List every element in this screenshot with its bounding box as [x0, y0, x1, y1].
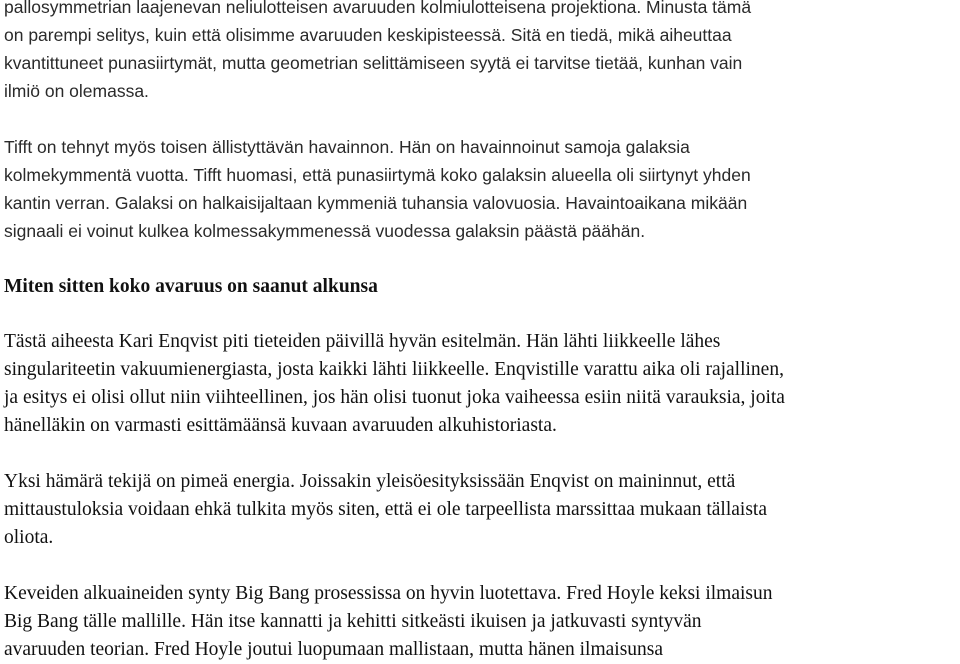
text-line: Keveiden alkuaineiden synty Big Bang prosessissa on hyvin luotettava. Fred Hoyle keksi ilmaisun — [4, 583, 773, 604]
paragraph-4 — [4, 468, 956, 552]
text-line: signaali ei voinut kulkea kolmessakymmenessä vuodessa galaksin päästä päähän. — [4, 221, 646, 241]
text-line: on parempi selitys, kuin että olisimme avaruuden keskipisteessä. Sitä en tiedä, mikä aiheuttaa — [4, 25, 732, 45]
text-line: pallosymmetrian laajenevan neliulotteisen avaruuden kolmiulotteisena projektiona. Minusta tämä — [4, 0, 752, 17]
text-line: ja esitys ei olisi ollut niin viihteellinen, jos hän olisi tuonut joka vaiheessa esiin niitä varauksia, joita — [4, 387, 785, 408]
paragraph-3 — [4, 328, 956, 440]
text-line: oliota. — [4, 527, 54, 548]
text-line: Big Bang tälle mallille. Hän itse kannatti ja kehitti sitkeästi ikuisen ja jatkuvasti syntyvän — [4, 611, 702, 632]
paragraph-2 — [4, 133, 956, 245]
text-line: ilmiö on olemassa. — [4, 81, 149, 101]
paragraph-gap — [4, 245, 956, 273]
text-line: kvantittuneet punasiirtymät, mutta geometrian selittämiseen syytä ei tarvitse tietää, kunhan vain — [4, 53, 743, 73]
paragraph-gap — [4, 301, 956, 328]
text-line: mittaustuloksia voidaan ehkä tulkita myös siten, että ei ole tarpeellista marssittaa mukaan tällaista — [4, 499, 767, 520]
paragraph-gap — [4, 440, 956, 468]
text-line: Yksi hämärä tekijä on pimeä energia. Joissakin yleisöesityksissään Enqvist on maininnut, että — [4, 471, 736, 492]
paragraph-gap — [4, 552, 956, 580]
document-page — [4, 0, 956, 664]
text-line: avaruuden teorian. Fred Hoyle joutui luopumaan mallistaan, mutta hänen ilmaisunsa — [4, 639, 664, 660]
paragraph-5 — [4, 580, 956, 664]
text-line: Tifft on tehnyt myös toisen ällistyttävän havainnon. Hän on havainnoinut samoja galaksia — [4, 137, 690, 157]
text-line: kolmekymmentä vuotta. Tifft huomasi, että punasiirtymä koko galaksin alueella oli siirtynyt yhden — [4, 165, 751, 185]
text-line: hänelläkin on varmasti esittämäänsä kuvaan avaruuden alkuhistoriasta. — [4, 415, 557, 436]
text-line: singulariteetin vakuumienergiasta, josta kaikki lähti liikkeelle. Enqvistille varattu aika oli rajallinen, — [4, 359, 784, 380]
paragraph-1 — [4, 0, 956, 105]
text-line: Tästä aiheesta Kari Enqvist piti tieteiden päivillä hyvän esitelmän. Hän lähti liikkeelle lähes — [4, 331, 721, 352]
paragraph-gap — [4, 105, 956, 133]
text-line: kantin verran. Galaksi on halkaisijaltaan kymmeniä tuhansia valovuosia. Havaintoaikana mikään — [4, 193, 748, 213]
section-heading: Miten sitten koko avaruus on saanut alkunsa — [4, 276, 378, 297]
